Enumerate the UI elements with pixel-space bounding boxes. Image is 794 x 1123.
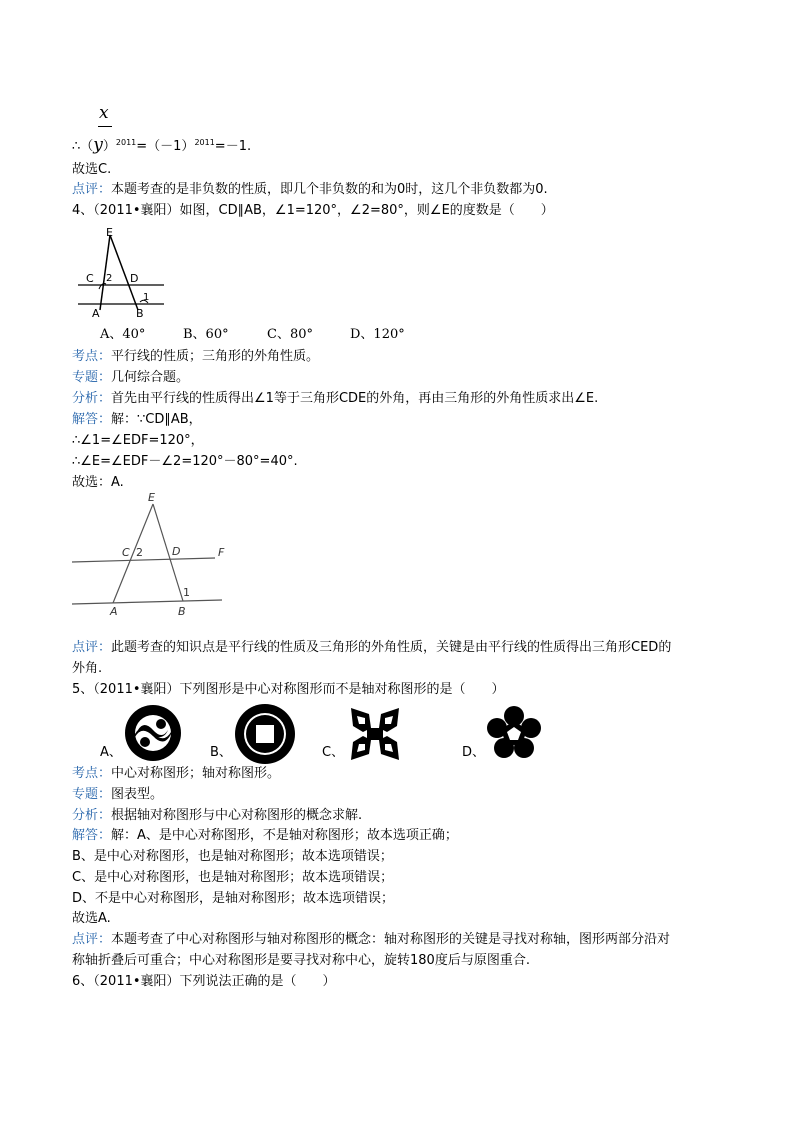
label-b: B <box>178 605 186 618</box>
label-1: 1 <box>183 586 190 599</box>
label-d: D <box>130 272 139 285</box>
q5-option-c-label: C、 <box>322 745 345 760</box>
kaodian-label: 考点： <box>72 349 112 364</box>
label-f: F <box>218 546 225 559</box>
q5-figure-d <box>486 705 542 761</box>
zhuanti-label: 专题： <box>72 787 112 802</box>
q4-step-2: ∴∠1=∠EDF=120°， <box>72 433 204 448</box>
label-c: C <box>86 272 94 285</box>
q4-fenxi <box>72 390 598 408</box>
label-e: E <box>106 226 113 239</box>
comment-text: 本题考查的是非负数的性质，即几个非负数的和为0时，这几个非负数都为0. <box>111 182 548 197</box>
label-2: 2 <box>106 273 113 284</box>
q5-option-d-label: D、 <box>462 745 486 760</box>
q5-line-c: C、是中心对称图形，也是轴对称图形；故本选项错误； <box>72 870 394 885</box>
q4-jieda <box>72 411 202 429</box>
q4-kaodian <box>72 348 319 366</box>
label-2: 2 <box>136 546 143 559</box>
fraction-denominator-y: y <box>93 135 103 155</box>
q5-fenxi <box>72 807 362 825</box>
q4-option-b: B、60° <box>183 327 229 342</box>
equation-middle: =（－1） <box>136 139 195 154</box>
equation-end: =－1. <box>214 139 252 154</box>
comment-line-1: 此题考查的知识点是平行线的性质及三角形的外角性质，关键是由平行线的性质得出三角形CED的 <box>111 640 672 655</box>
q5-figure-b <box>234 703 296 765</box>
q5-comment <box>72 931 670 949</box>
jieda-text: 解：∵CD∥AB， <box>111 412 202 427</box>
q5-line-b: B、是中心对称图形，也是轴对称图形；故本选项错误； <box>72 849 393 864</box>
intro-answer: 故选C. <box>72 162 112 177</box>
fraction-numerator-x: x <box>99 103 109 123</box>
q5-answer: 故选A. <box>72 911 111 926</box>
comment-label: 点评： <box>72 640 112 655</box>
q4-figure-2 <box>70 490 235 620</box>
q5-option-a-label: A、 <box>100 745 122 760</box>
q4-step-3: ∴∠E=∠EDF－∠2=120°－80°=40°. <box>72 454 298 469</box>
q4-option-d: D、120° <box>350 327 405 342</box>
comment-label: 点评： <box>72 932 112 947</box>
q4-zhuanti <box>72 369 189 387</box>
therefore-symbol: ∴（ <box>72 139 94 154</box>
line-cdf <box>72 558 215 562</box>
fenxi-label: 分析： <box>72 808 112 823</box>
exponent-2: 2011 <box>194 138 215 147</box>
kaodian-label: 考点： <box>72 766 112 781</box>
q4-stem: 4、（2011•襄阳）如图，CD∥AB，∠1=120°，∠2=80°，则∠E的度数是（ ） <box>72 203 554 218</box>
zhuanti-label: 专题： <box>72 370 112 385</box>
label-b: B <box>136 307 144 320</box>
q4-option-c: C、80° <box>267 327 313 342</box>
label-a: A <box>92 307 100 320</box>
q5-zhuanti <box>72 786 163 804</box>
label-1: 1 <box>143 292 150 303</box>
q5-comment-line-2: 称轴折叠后可重合；中心对称图形是要寻找对称中心，旋转180度后与原图重合. <box>72 953 530 968</box>
q4-comment <box>72 639 671 657</box>
q6-stem: 6、（2011•襄阳）下列说法正确的是（ ） <box>72 974 336 989</box>
zhuanti-text: 几何综合题。 <box>111 370 190 385</box>
knot-center <box>367 728 383 740</box>
comment-label: 点评： <box>72 182 112 197</box>
jieda-label: 解答： <box>72 828 112 843</box>
kaodian-text: 中心对称图形；轴对称图形。 <box>111 766 281 781</box>
segment-ea <box>113 504 153 603</box>
dot-right <box>156 719 166 729</box>
comment-line-1: 本题考查了中心对称图形与轴对称图形的概念：轴对称图形的关键是寻找对称轴，图形两部分沿对 <box>111 932 671 947</box>
exponent-1: 2011 <box>115 138 137 147</box>
label-d: D <box>172 545 181 558</box>
fenxi-text: 根据轴对称图形与中心对称图形的概念求解. <box>111 808 363 823</box>
zhuanti-text: 图表型。 <box>111 787 164 802</box>
fenxi-text: 首先由平行线的性质得出∠1等于三角形CDE的外角，再由三角形的外角性质求出∠E. <box>111 391 599 406</box>
q4-answer: 故选：A. <box>72 475 124 490</box>
q5-stem: 5、（2011•襄阳）下列图形是中心对称图形而不是轴对称图形的是（ ） <box>72 682 505 697</box>
square-hole <box>256 725 274 743</box>
q5-line-d: D、不是中心对称图形，是轴对称图形；故本选项错误； <box>72 891 395 906</box>
fraction-bar <box>98 126 112 127</box>
q5-figure-c <box>345 706 405 762</box>
jieda-text: 解：A、是中心对称图形，不是轴对称图形；故本选项正确； <box>111 828 458 843</box>
intro-comment <box>72 181 548 199</box>
label-e: E <box>148 491 155 504</box>
q4-option-a: A、40° <box>100 327 146 342</box>
q5-figure-a <box>124 704 182 762</box>
q5-jieda <box>72 827 458 845</box>
q4-figure-1 <box>72 222 172 322</box>
kaodian-text: 平行线的性质；三角形的外角性质。 <box>111 349 320 364</box>
dot-left <box>140 737 150 747</box>
q4-comment-line-2: 外角. <box>72 661 103 676</box>
line-ab <box>72 600 222 604</box>
jieda-label: 解答： <box>72 412 112 427</box>
intro-equation <box>72 136 251 157</box>
close-paren: ） <box>102 139 116 154</box>
label-c: C <box>122 546 130 559</box>
fenxi-label: 分析： <box>72 391 112 406</box>
label-a: A <box>110 605 118 618</box>
q5-option-b-label: B、 <box>210 745 232 760</box>
q5-kaodian <box>72 765 280 783</box>
